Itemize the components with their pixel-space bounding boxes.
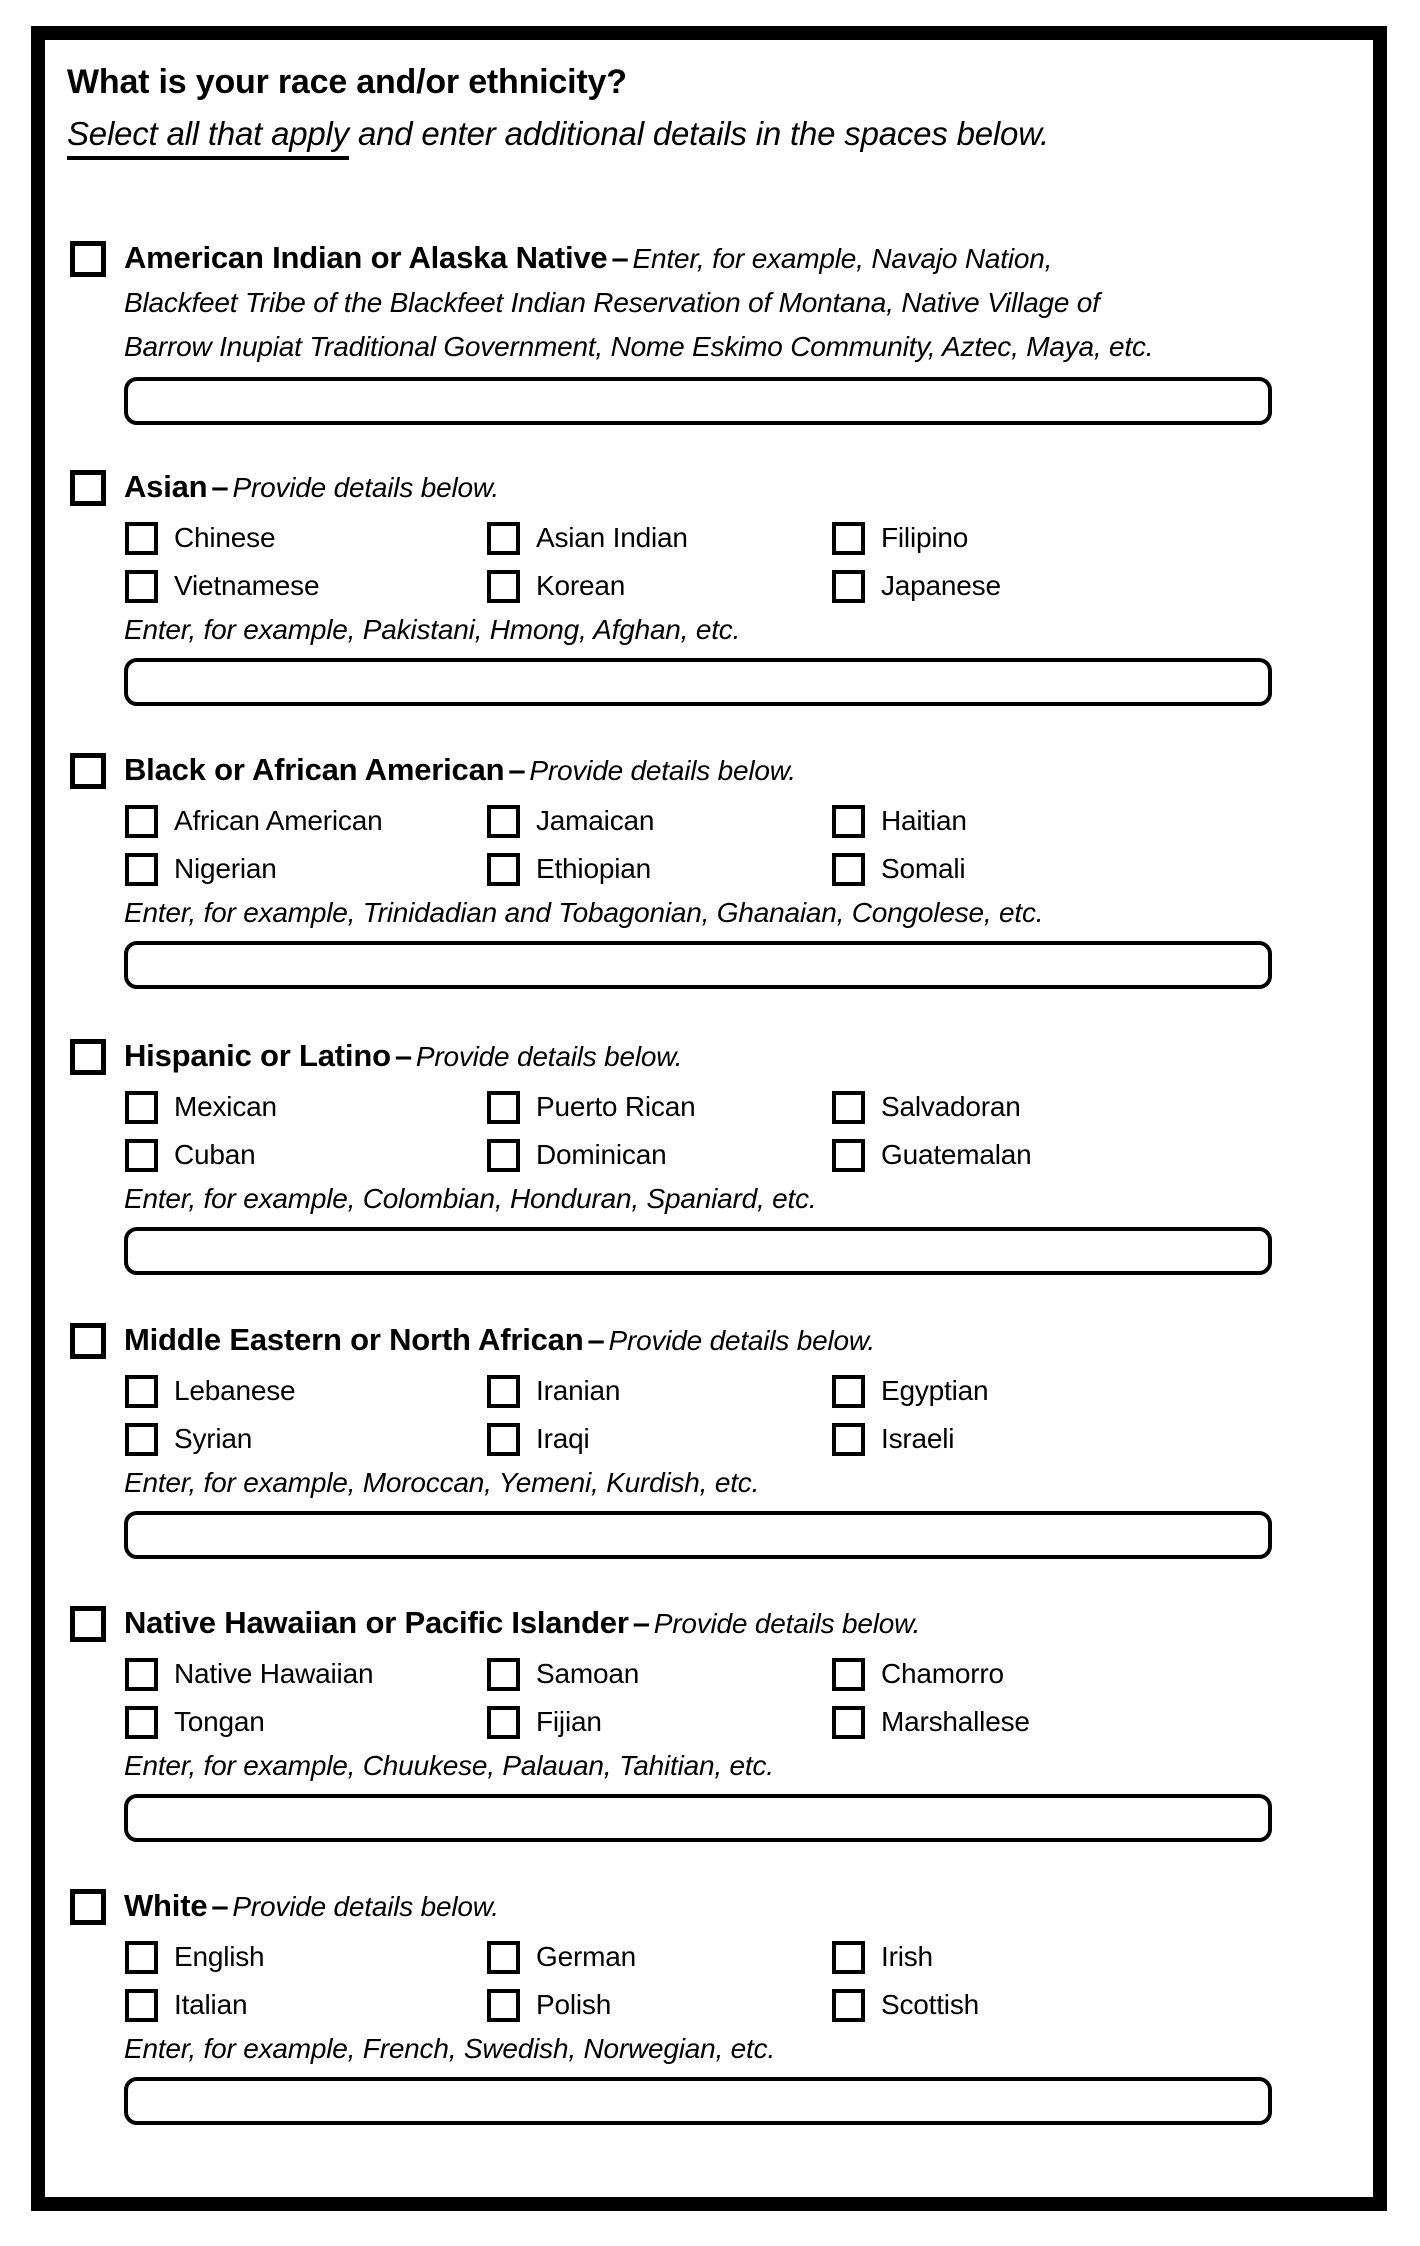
- option-iraqi: [487, 1419, 832, 1459]
- option-korean: [487, 566, 832, 606]
- section-title: Middle Eastern or North African: [124, 1322, 584, 1357]
- option-label: Dominican: [536, 1139, 667, 1170]
- option-label: Israeli: [881, 1423, 955, 1454]
- section-example: Enter, for example, Pakistani, Hmong, Afghan, etc.: [124, 614, 741, 645]
- option-label: African American: [174, 805, 383, 836]
- option-label: Chamorro: [881, 1658, 1004, 1689]
- details-input-middle-eastern-or-north-african[interactable]: [124, 1511, 1272, 1559]
- checkbox-irish[interactable]: [832, 1941, 865, 1974]
- section-note: Provide details below.: [232, 472, 499, 503]
- section-title: Black or African American: [124, 752, 505, 787]
- checkbox-white[interactable]: [70, 1889, 106, 1925]
- option-guatemalan: [832, 1135, 1343, 1175]
- option-label: Salvadoran: [881, 1091, 1021, 1122]
- details-input-white[interactable]: [124, 2077, 1272, 2125]
- section-example: Enter, for example, Colombian, Honduran, Spaniard, etc.: [124, 1183, 817, 1214]
- details-input-native-hawaiian-or-pacific-islander[interactable]: [124, 1794, 1272, 1842]
- option-label: Egyptian: [881, 1375, 989, 1406]
- checkbox-egyptian[interactable]: [832, 1375, 865, 1408]
- details-input-hispanic-or-latino[interactable]: [124, 1227, 1272, 1275]
- option-chamorro: [832, 1654, 1343, 1694]
- option-label: Filipino: [881, 522, 969, 553]
- option-grid: [125, 518, 1343, 606]
- section-title: Hispanic or Latino: [124, 1038, 391, 1073]
- option-label: Cuban: [174, 1139, 256, 1170]
- section-header-text: [124, 1884, 499, 1929]
- checkbox-black-or-african-american[interactable]: [70, 753, 106, 789]
- option-scottish: [832, 1985, 1343, 2025]
- option-label: Polish: [536, 1989, 612, 2020]
- option-somali: [832, 849, 1343, 889]
- checkbox-native-hawaiian-or-pacific-islander[interactable]: [70, 1606, 106, 1642]
- option-iranian: [487, 1371, 832, 1411]
- checkbox-israeli[interactable]: [832, 1423, 865, 1456]
- option-jamaican: [487, 801, 832, 841]
- section-middle-eastern-or-north-african: [70, 1318, 1343, 1559]
- checkbox-korean[interactable]: [487, 570, 520, 603]
- section-header-text: [124, 1034, 682, 1079]
- option-marshallese: [832, 1702, 1343, 1742]
- option-label: Nigerian: [174, 853, 277, 884]
- section-asian: [70, 465, 1343, 706]
- option-label: Native Hawaiian: [174, 1658, 374, 1689]
- checkbox-polish[interactable]: [487, 1989, 520, 2022]
- dash: –: [394, 1038, 412, 1073]
- checkbox-chamorro[interactable]: [832, 1658, 865, 1691]
- option-puerto-rican: [487, 1087, 832, 1127]
- option-label: Asian Indian: [536, 522, 688, 553]
- section-black-or-african-american: [70, 748, 1343, 989]
- instructions-underlined: Select all that apply: [67, 115, 349, 160]
- option-label: Italian: [174, 1989, 248, 2020]
- option-egyptian: [832, 1371, 1343, 1411]
- section-header: [70, 1318, 1343, 1363]
- section-hispanic-or-latino: [70, 1034, 1343, 1275]
- option-label: Jamaican: [536, 805, 655, 836]
- section-title: Asian: [124, 469, 208, 504]
- option-label: Ethiopian: [536, 853, 651, 884]
- option-fijian: [487, 1702, 832, 1742]
- option-italian: [125, 1985, 487, 2025]
- section-header: [70, 1601, 1343, 1646]
- dash: –: [211, 1888, 229, 1923]
- option-samoan: [487, 1654, 832, 1694]
- option-label: Irish: [881, 1941, 933, 1972]
- checkbox-nigerian[interactable]: [125, 853, 158, 886]
- checkbox-filipino[interactable]: [832, 522, 865, 555]
- option-grid: [125, 1087, 1343, 1175]
- option-filipino: [832, 518, 1343, 558]
- section-example: Enter, for example, Moroccan, Yemeni, Kurdish, etc.: [124, 1467, 760, 1498]
- section-white: [70, 1884, 1343, 2125]
- section-note: Provide details below.: [653, 1608, 921, 1639]
- section-note: Provide details below.: [232, 1891, 499, 1922]
- checkbox-middle-eastern-or-north-african[interactable]: [70, 1323, 106, 1359]
- checkbox-chinese[interactable]: [125, 522, 158, 555]
- section-header-text: [124, 465, 499, 510]
- checkbox-mexican[interactable]: [125, 1091, 158, 1124]
- option-grid: [125, 1371, 1343, 1459]
- option-irish: [832, 1937, 1343, 1977]
- checkbox-scottish[interactable]: [832, 1989, 865, 2022]
- option-mexican: [125, 1087, 487, 1127]
- option-japanese: [832, 566, 1343, 606]
- checkbox-asian[interactable]: [70, 470, 106, 506]
- section-header: [70, 748, 1343, 793]
- section-header: [70, 1034, 1343, 1079]
- checkbox-puerto-rican[interactable]: [487, 1091, 520, 1124]
- checkbox-english[interactable]: [125, 1941, 158, 1974]
- section-note: Provide details below.: [529, 755, 796, 786]
- page-title: What is your race and/or ethnicity?: [67, 63, 627, 101]
- section-note-line: Barrow Inupiat Traditional Government, Nome Eskimo Community, Aztec, Maya, etc.: [124, 331, 1154, 362]
- option-haitian: [832, 801, 1343, 841]
- option-german: [487, 1937, 832, 1977]
- details-input-american-indian[interactable]: [124, 377, 1272, 425]
- option-vietnamese: [125, 566, 487, 606]
- checkbox-samoan[interactable]: [487, 1658, 520, 1691]
- option-label: English: [174, 1941, 265, 1972]
- option-nigerian: [125, 849, 487, 889]
- checkbox-jamaican[interactable]: [487, 805, 520, 838]
- section-example: Enter, for example, Chuukese, Palauan, Tahitian, etc.: [124, 1750, 774, 1781]
- option-polish: [487, 1985, 832, 2025]
- section-header-text: [124, 1318, 875, 1363]
- option-african-american: [125, 801, 487, 841]
- option-syrian: [125, 1419, 487, 1459]
- option-grid: [125, 801, 1343, 889]
- option-label: Iraqi: [536, 1423, 590, 1454]
- checkbox-cuban[interactable]: [125, 1139, 158, 1172]
- option-chinese: [125, 518, 487, 558]
- option-cuban: [125, 1135, 487, 1175]
- option-label: German: [536, 1941, 636, 1972]
- checkbox-hispanic-or-latino[interactable]: [70, 1039, 106, 1075]
- section-note: Enter, for example, Navajo Nation,: [632, 243, 1053, 274]
- option-label: Lebanese: [174, 1375, 296, 1406]
- section-header: [70, 236, 1343, 281]
- option-label: Puerto Rican: [536, 1091, 696, 1122]
- option-label: Scottish: [881, 1989, 979, 2020]
- section-native-hawaiian-or-pacific-islander: [70, 1601, 1343, 1842]
- option-english: [125, 1937, 487, 1977]
- option-label: Japanese: [881, 570, 1001, 601]
- checkbox-iranian[interactable]: [487, 1375, 520, 1408]
- section-title: White: [124, 1888, 208, 1923]
- section-header: [70, 1884, 1343, 1929]
- section-example: Enter, for example, French, Swedish, Norwegian, etc.: [124, 2033, 776, 2064]
- option-israeli: [832, 1419, 1343, 1459]
- option-label: Korean: [536, 570, 626, 601]
- section-american-indian-or-alaska-native: [70, 236, 1343, 425]
- checkbox-lebanese[interactable]: [125, 1375, 158, 1408]
- section-header-text: [124, 748, 796, 793]
- section-title: Native Hawaiian or Pacific Islander: [124, 1605, 629, 1640]
- option-label: Fijian: [536, 1706, 602, 1737]
- option-label: Chinese: [174, 522, 276, 553]
- option-salvadoran: [832, 1087, 1343, 1127]
- option-grid: [125, 1654, 1343, 1742]
- checkbox-fijian[interactable]: [487, 1706, 520, 1739]
- option-label: Mexican: [174, 1091, 277, 1122]
- checkbox-somali[interactable]: [832, 853, 865, 886]
- option-label: Tongan: [174, 1706, 265, 1737]
- checkbox-tongan[interactable]: [125, 1706, 158, 1739]
- checkbox-salvadoran[interactable]: [832, 1091, 865, 1124]
- checkbox-syrian[interactable]: [125, 1423, 158, 1456]
- option-label: Syrian: [174, 1423, 253, 1454]
- checkbox-japanese[interactable]: [832, 570, 865, 603]
- section-note-line: Blackfeet Tribe of the Blackfeet Indian Reservation of Montana, Native Village of: [124, 287, 1100, 318]
- option-native-hawaiian: [125, 1654, 487, 1694]
- option-label: Iranian: [536, 1375, 621, 1406]
- checkbox-guatemalan[interactable]: [832, 1139, 865, 1172]
- checkbox-asian-indian[interactable]: [487, 522, 520, 555]
- dash: –: [587, 1322, 605, 1357]
- option-label: Haitian: [881, 805, 967, 836]
- option-lebanese: [125, 1371, 487, 1411]
- checkbox-italian[interactable]: [125, 1989, 158, 2022]
- checkbox-native-hawaiian[interactable]: [125, 1658, 158, 1691]
- section-note: Provide details below.: [415, 1041, 683, 1072]
- option-label: Somali: [881, 853, 966, 884]
- option-tongan: [125, 1702, 487, 1742]
- checkbox-ethiopian[interactable]: [487, 853, 520, 886]
- checkbox-marshallese[interactable]: [832, 1706, 865, 1739]
- option-label: Marshallese: [881, 1706, 1030, 1737]
- section-header-text: [124, 1601, 920, 1646]
- section-header-text: [124, 236, 1052, 281]
- option-label: Vietnamese: [174, 570, 320, 601]
- checkbox-american-indian-or-alaska-native[interactable]: [70, 241, 106, 277]
- option-ethiopian: [487, 849, 832, 889]
- section-title: American Indian or Alaska Native: [124, 240, 608, 275]
- instructions-rest: and enter additional details in the spaces below.: [348, 115, 1049, 152]
- dash: –: [611, 240, 629, 275]
- section-example: Enter, for example, Trinidadian and Tobagonian, Ghanaian, Congolese, etc.: [124, 897, 1044, 928]
- dash: –: [508, 752, 526, 787]
- option-grid: [125, 1937, 1343, 2025]
- form-frame: [31, 26, 1387, 2211]
- checkbox-african-american[interactable]: [125, 805, 158, 838]
- section-note: Provide details below.: [608, 1325, 875, 1356]
- checkbox-iraqi[interactable]: [487, 1423, 520, 1456]
- option-label: Samoan: [536, 1658, 640, 1689]
- dash: –: [632, 1605, 650, 1640]
- checkbox-dominican[interactable]: [487, 1139, 520, 1172]
- checkbox-haitian[interactable]: [832, 805, 865, 838]
- details-input-asian[interactable]: [124, 658, 1272, 706]
- option-asian-indian: [487, 518, 832, 558]
- form-instructions: [67, 112, 1049, 156]
- dash: –: [211, 469, 229, 504]
- checkbox-vietnamese[interactable]: [125, 570, 158, 603]
- details-input-black-or-african-american[interactable]: [124, 941, 1272, 989]
- option-dominican: [487, 1135, 832, 1175]
- section-header: [70, 465, 1343, 510]
- checkbox-german[interactable]: [487, 1941, 520, 1974]
- option-label: Guatemalan: [881, 1139, 1032, 1170]
